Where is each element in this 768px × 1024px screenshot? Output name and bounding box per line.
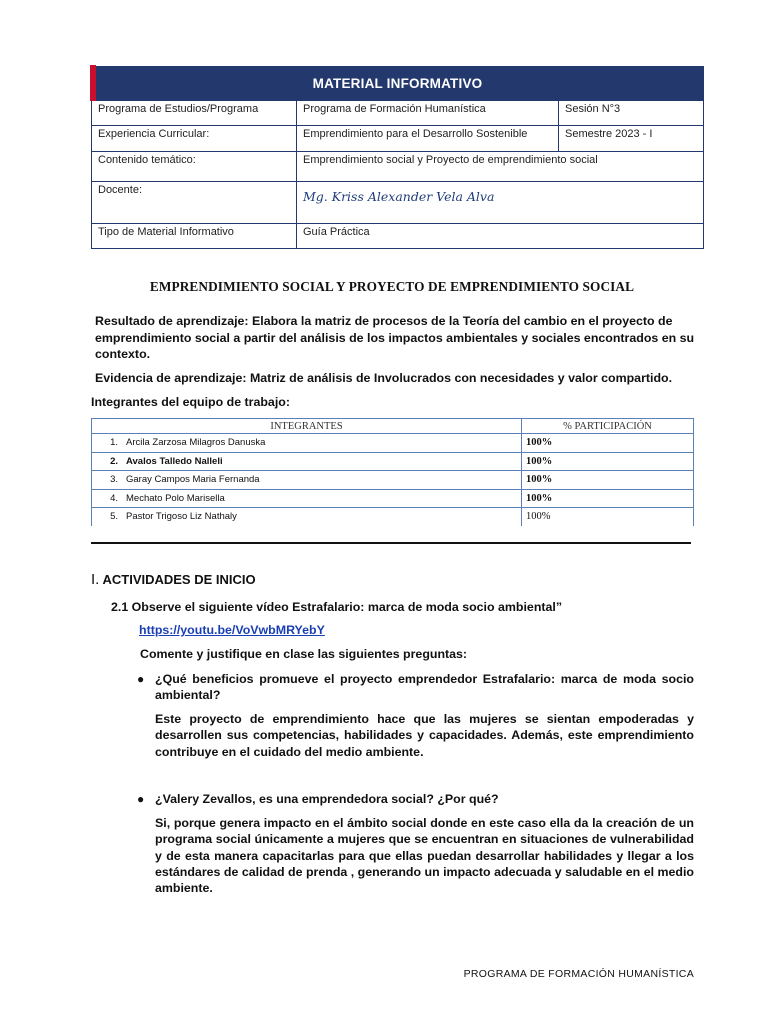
member-name: Mechato Polo Marisella (126, 492, 225, 504)
member-percentage: 100% (522, 471, 694, 490)
header-row-contenido (92, 151, 703, 181)
header-row-docente (92, 181, 703, 223)
answer-1: Este proyecto de emprendimiento hace que las mujeres se sientan empoderadas y desarrollen sus competencias, habilidades y capacidades. Además, este emprendimiento contribuye en el cuidado del medio ambiente. (155, 712, 694, 759)
header-value: Programa de Formación Humanística (296, 101, 558, 125)
header-extra: Semestre 2023 - I (558, 126, 703, 151)
red-accent-bar (90, 65, 96, 101)
instruction-text: Comente y justifique en clase las siguientes preguntas: (140, 647, 468, 661)
member-percentage: 100% (522, 452, 694, 471)
row-number: 1. (110, 437, 118, 449)
row-number: 2. (110, 455, 118, 467)
page-footer: PROGRAMA DE FORMACIÓN HUMANÍSTICA (463, 968, 694, 980)
evidencia-paragraph (95, 370, 695, 387)
header-label: Programa de Estudios/Programa (98, 103, 259, 115)
header-value: Emprendimiento para el Desarrollo Sostenible (296, 126, 558, 151)
table-row (92, 489, 694, 508)
docente-name: Mg. Kriss Alexander Vela Alva (303, 189, 495, 204)
question-2: ¿Valery Zevallos, es una emprendedora social? ¿Por qué? (155, 792, 499, 806)
resultado-text: Elabora la matriz de procesos de la Teoría del cambio en el proyecto de emprendimiento social a partir del análisis de los impactos ambientales y sociales encontrados en su contexto. (95, 314, 695, 361)
bullet-icon: ● (137, 792, 145, 806)
section-number: I. (91, 571, 100, 588)
table-row (92, 434, 694, 453)
document-title: EMPRENDIMIENTO SOCIAL Y PROYECTO DE EMPRENDIMIENTO SOCIAL (149, 279, 635, 294)
table-row (92, 471, 694, 490)
column-header-participacion: % PARTICIPACIÓN (522, 419, 694, 434)
header-value (296, 182, 703, 223)
member-name: Pastor Trigoso Liz Nathaly (126, 511, 237, 523)
member-name: Avalos Talledo Nalleli (126, 455, 223, 467)
team-table (91, 418, 694, 526)
header-title: MATERIAL INFORMATIVO (312, 76, 483, 91)
resultado-paragraph (95, 313, 695, 363)
section-title: ACTIVIDADES DE INICIO (102, 572, 256, 587)
team-label: Integrantes del equipo de trabajo: (91, 395, 290, 409)
header-label: Docente: (98, 184, 143, 196)
resultado-label: Resultado de aprendizaje: (95, 314, 249, 328)
horizontal-divider (91, 542, 691, 544)
header-label: Experiencia Curricular: (98, 128, 210, 140)
header-extra: Sesión N°3 (558, 101, 703, 125)
header-row-experiencia (92, 125, 703, 151)
section-heading (91, 571, 256, 588)
member-percentage: 100% (522, 434, 694, 453)
table-row (92, 452, 694, 471)
header-value: Emprendimiento social y Proyecto de emprendimiento social (296, 152, 703, 181)
team-table-header (92, 419, 694, 434)
header-row-programa (92, 100, 703, 125)
row-number: 3. (110, 474, 118, 486)
video-link[interactable]: https://youtu.be/VoVwbMRYebY (139, 623, 325, 637)
header-title-bar (92, 67, 703, 100)
row-number: 4. (110, 492, 118, 504)
evidencia-label: Evidencia de aprendizaje: (95, 371, 247, 385)
header-table (91, 66, 704, 249)
header-row-tipo (92, 223, 703, 248)
member-name: Garay Campos Maria Fernanda (126, 474, 260, 486)
answer-2: Si, porque genera impacto en el ámbito social donde en este caso ella da la creación de un programa social únicamente a mujeres que se encuentran en situaciones de vulnerabilidad y de esta manera capacitarlas para que ellas puedan desarrollar habilidades y llegar a los estándares de calidad de prenda , generando un impacto adecuada y saludable en el medio ambiente. (155, 816, 694, 896)
bullet-icon: ● (137, 672, 145, 686)
question-1: ¿Qué beneficios promueve el proyecto emprendedor Estrafalario: marca de moda socio ambiental? (155, 672, 694, 703)
table-row (92, 508, 694, 526)
item-2-1: 2.1 Observe el siguiente vídeo Estrafalario: marca de moda socio ambiental” (111, 600, 563, 614)
evidencia-text: Matriz de análisis de Involucrados con necesidades y valor compartido. (246, 371, 673, 385)
column-header-integrantes: INTEGRANTES (92, 419, 522, 434)
header-label: Tipo de Material Informativo (98, 226, 234, 238)
header-value: Guía Práctica (296, 224, 703, 248)
member-percentage: 100% (522, 489, 694, 508)
row-number: 5. (110, 511, 118, 523)
member-percentage: 100% (522, 508, 694, 526)
member-name: Arcila Zarzosa Milagros Danuska (126, 437, 266, 449)
header-label: Contenido temático: (98, 154, 196, 166)
